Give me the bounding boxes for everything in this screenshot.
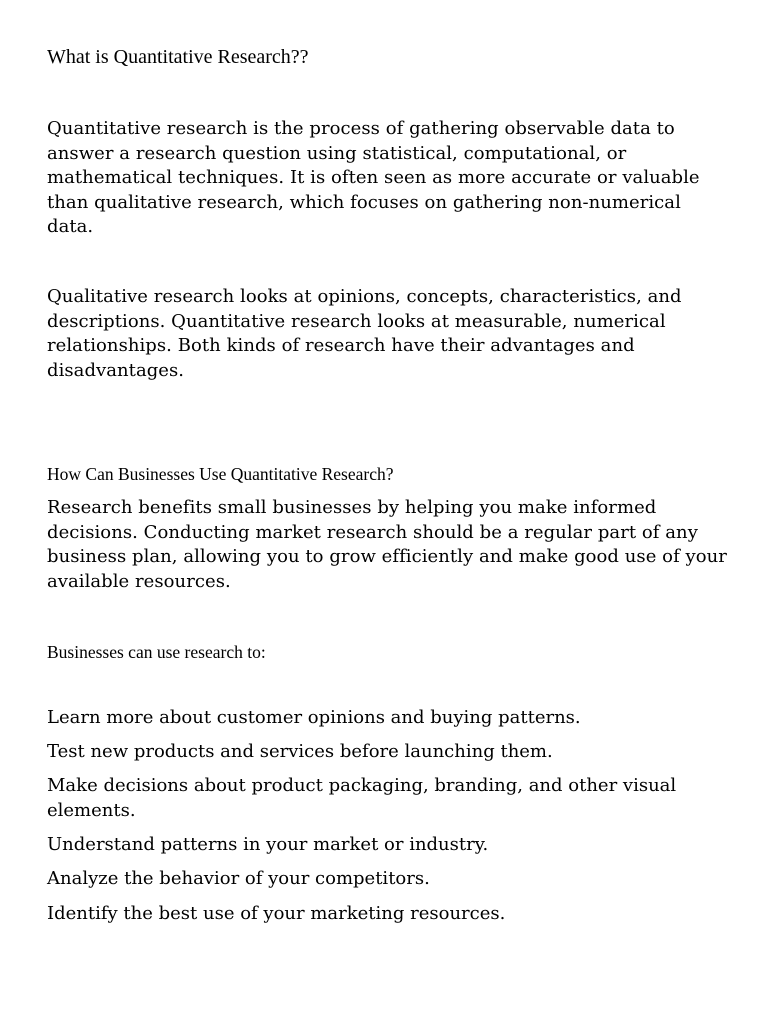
intro-paragraph-1: Quantitative research is the process of gathering observable data to answer a research question using statistical, computational, or mathematical techniques. It is often seen as more accurate or valuable than qualitative research, which focuses on gathering non-numerical data. (47, 118, 700, 238)
list-item: Understand patterns in your market or industry. (47, 834, 489, 856)
list-item: Identify the best use of your marketing resources. (47, 902, 506, 924)
page-title: What is Quantitative Research?? (47, 46, 309, 68)
list-item: Learn more about customer opinions and buying patterns. (47, 707, 581, 728)
benefits-list (47, 706, 727, 936)
intro-paragraph-2: Qualitative research looks at opinions, concepts, characteristics, and descriptions. Quantitative research looks at measurable, numerical relationships. Both kinds of research have their advantages and disadvantages. (47, 286, 682, 381)
list-item: Test new products and services before launching them. (47, 741, 553, 763)
list-heading: Businesses can use research to: (47, 642, 266, 662)
list-item: Analyze the behavior of your competitors. (47, 868, 430, 890)
section-paragraph: Research benefits small businesses by helping you make informed decisions. Conducting market research should be a regular part of any business plan, allowing you to grow efficiently and make good use of your available resources. (47, 497, 727, 592)
list-item: Make decisions about product packaging, branding, and other visual elements. (47, 775, 677, 821)
section-heading: How Can Businesses Use Quantitative Research? (47, 464, 394, 484)
